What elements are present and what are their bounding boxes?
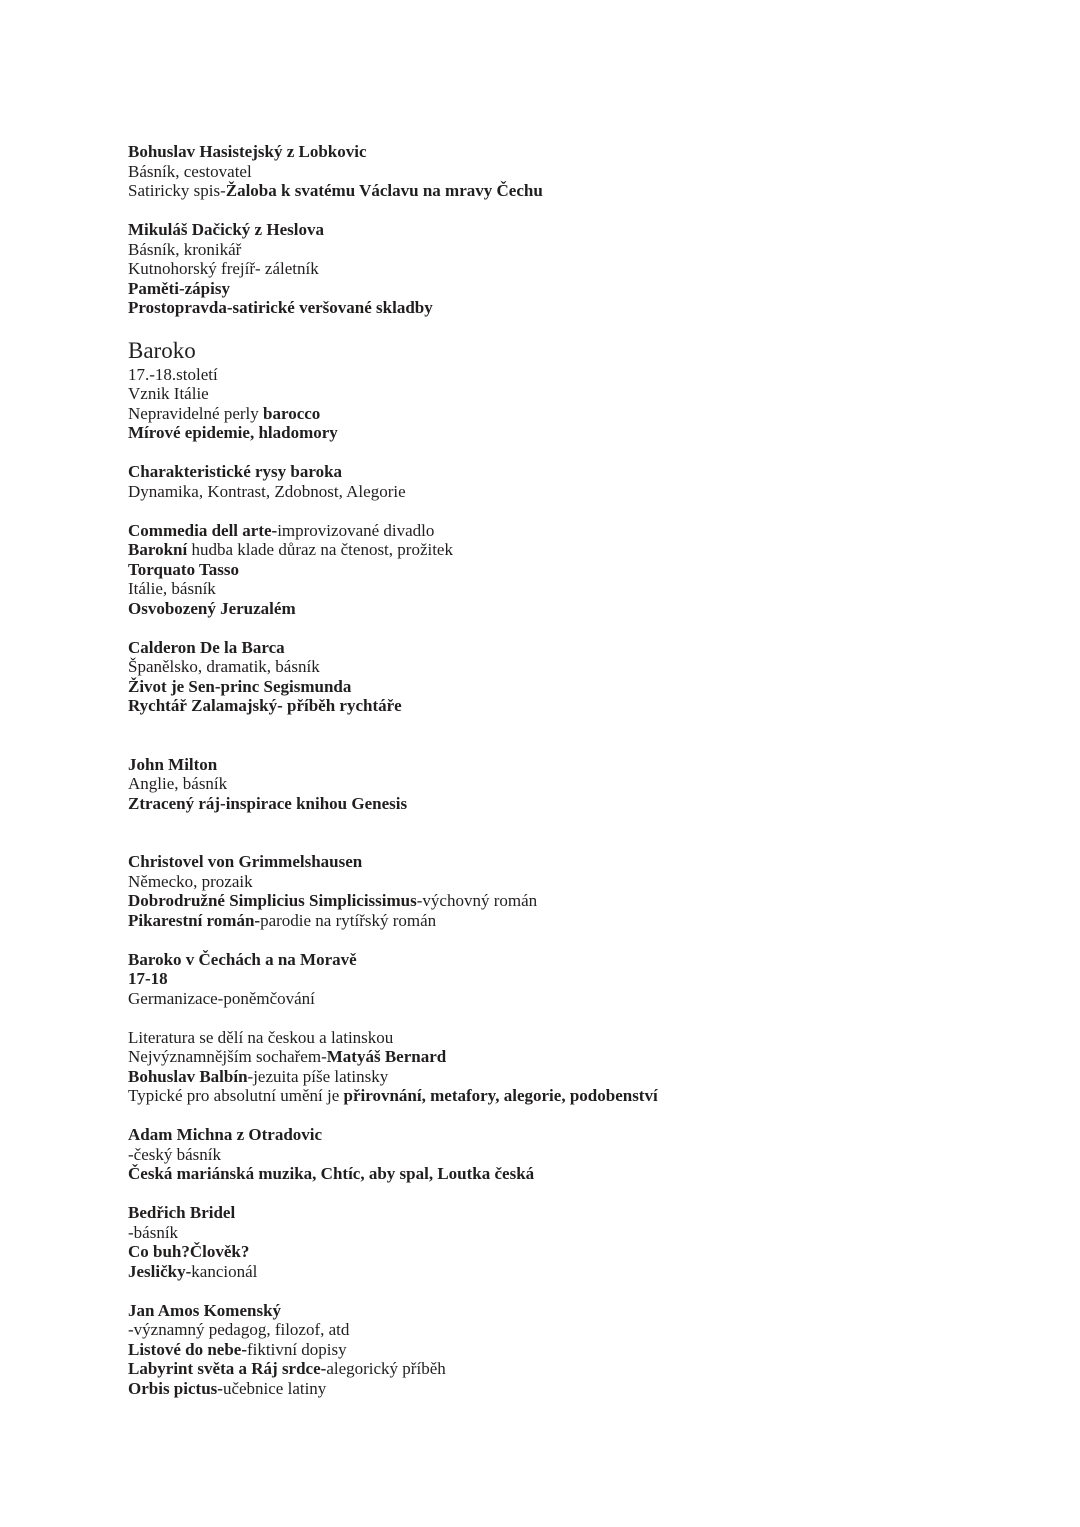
author-heading bbox=[128, 560, 980, 580]
note-line bbox=[128, 365, 980, 385]
note-line bbox=[128, 279, 980, 299]
bold-run: Pikarestní román- bbox=[128, 910, 261, 930]
bold-run: Calderon De la Barca bbox=[128, 637, 285, 657]
bold-run: Jesličky- bbox=[128, 1261, 192, 1281]
bold-run: Mikuláš Dačický z Heslova bbox=[128, 220, 324, 239]
section-charakteristicke-rysy-baroka bbox=[128, 462, 980, 501]
author-heading bbox=[128, 755, 980, 775]
note-line bbox=[128, 384, 980, 404]
text-run: -básník bbox=[128, 1222, 179, 1242]
bold-run: Mírové epidemie, hladomory bbox=[128, 423, 338, 442]
section-bedrich-bridel bbox=[128, 1203, 980, 1281]
bold-run: Bedřich Bridel bbox=[128, 1203, 236, 1222]
author-heading bbox=[128, 1203, 980, 1223]
text-run: Kutnohorský frejíř- záletník bbox=[128, 259, 319, 278]
note-line bbox=[128, 891, 980, 911]
bold-run: John Milton bbox=[128, 754, 218, 774]
section-baroko-v-cechach-a-na-morave bbox=[128, 950, 980, 1009]
section-christovel-von-grimmelshausen bbox=[128, 852, 980, 930]
note-line bbox=[128, 1223, 980, 1243]
bold-run: Bohuslav Hasistejský z Lobkovic bbox=[128, 142, 367, 161]
text-run: 17.-18.století bbox=[128, 364, 218, 384]
note-line bbox=[128, 657, 980, 677]
note-line bbox=[128, 1379, 980, 1399]
note-line bbox=[128, 911, 980, 931]
author-heading bbox=[128, 142, 980, 162]
section-mikulas-dacicky-z-heslova bbox=[128, 220, 980, 318]
bold-run: přirovnání, metafory, alegorie, podobenství bbox=[343, 1086, 658, 1105]
note-line bbox=[128, 1164, 980, 1184]
text-run: Básník, cestovatel bbox=[128, 161, 252, 181]
text-run: Literatura se dělí na českou a latinskou bbox=[128, 1027, 394, 1047]
bold-run: barocco bbox=[263, 403, 321, 423]
text-run: Typické pro absolutní umění je bbox=[128, 1086, 344, 1105]
text-run: -výchovný román bbox=[416, 891, 538, 910]
bold-run: Bohuslav Balbín bbox=[128, 1066, 248, 1086]
author-heading bbox=[128, 1301, 980, 1321]
text-run: hudba klade důraz na čtenost, prožitek bbox=[187, 540, 453, 559]
bold-run: Torquato Tasso bbox=[128, 559, 240, 579]
section-adam-michna-z-otradovic bbox=[128, 1125, 980, 1184]
bold-run: Matyáš Bernard bbox=[326, 1047, 447, 1066]
bold-run: Labyrint světa a Ráj srdce- bbox=[128, 1359, 327, 1378]
note-line bbox=[128, 1242, 980, 1262]
text-run: Itálie, básník bbox=[128, 579, 216, 598]
text-run: parodie na rytířský román bbox=[260, 910, 437, 930]
bold-run: Barokní bbox=[128, 540, 188, 559]
note-line bbox=[128, 1047, 980, 1067]
author-heading bbox=[128, 852, 980, 872]
note-line bbox=[128, 298, 980, 318]
text-run: -jezuita píše latinsky bbox=[247, 1066, 389, 1086]
note-line bbox=[128, 579, 980, 599]
note-line bbox=[128, 872, 980, 892]
note-line bbox=[128, 1067, 980, 1087]
note-line bbox=[128, 696, 980, 716]
bold-run: Rychtář Zalamajský- příběh rychtáře bbox=[128, 696, 402, 715]
bold-run: Christovel von Grimmelshausen bbox=[128, 852, 363, 871]
bold-run: Listové do nebe- bbox=[128, 1339, 247, 1359]
bold-run: Baroko v Čechách a na Moravě bbox=[128, 949, 357, 969]
author-heading bbox=[128, 220, 980, 240]
section-bohuslav-hasistejsky-z-lobkovic bbox=[128, 142, 980, 201]
note-line bbox=[128, 1320, 980, 1340]
bold-run: Jan Amos Komenský bbox=[128, 1300, 282, 1320]
section-literatura-ceska-a-latinska bbox=[128, 1028, 980, 1106]
bold-run: Prostopravda-satirické veršované skladby bbox=[128, 298, 433, 317]
bold-run: Česká mariánská muzika, Chtíc, aby spal, Loutka česká bbox=[128, 1164, 535, 1183]
text-run: Germanizace-poněmčování bbox=[128, 988, 315, 1008]
text-run: Německo, prozaik bbox=[128, 871, 253, 891]
note-line bbox=[128, 794, 980, 814]
note-line bbox=[128, 521, 980, 541]
note-line bbox=[128, 540, 980, 560]
bold-run: Život je Sen-princ Segismunda bbox=[128, 676, 352, 696]
note-line bbox=[128, 259, 980, 279]
note-line bbox=[128, 240, 980, 260]
bold-run: Paměti-zápisy bbox=[128, 278, 230, 298]
note-line bbox=[128, 1145, 980, 1165]
note-line bbox=[128, 969, 980, 989]
bold-run: Adam Michna z Otradovic bbox=[128, 1125, 323, 1144]
text-run: -český básník bbox=[128, 1144, 222, 1164]
bold-run: Ztracený ráj-inspirace knihou Genesis bbox=[128, 793, 408, 813]
text-run: -významný pedagog, filozof, atd bbox=[128, 1320, 350, 1339]
text-run: improvizované divadlo bbox=[277, 520, 435, 540]
bold-run: Orbis pictus- bbox=[128, 1378, 223, 1398]
text-run: učebnice latiny bbox=[222, 1378, 327, 1398]
note-line bbox=[128, 1262, 980, 1282]
note-line bbox=[128, 599, 980, 619]
section-title-baroko bbox=[128, 337, 980, 365]
note-line bbox=[128, 404, 980, 424]
note-line bbox=[128, 482, 980, 502]
note-line bbox=[128, 1340, 980, 1360]
text-run: Satiricky spis- bbox=[128, 181, 226, 200]
text-run: Básník, kronikář bbox=[128, 239, 242, 259]
bold-run: Co buh?Člověk? bbox=[128, 1242, 250, 1261]
text-run: Nejvýznamnějším sochařem- bbox=[128, 1047, 327, 1066]
note-line bbox=[128, 774, 980, 794]
note-line bbox=[128, 1086, 980, 1106]
note-line bbox=[128, 1359, 980, 1379]
text-run: Anglie, básník bbox=[128, 774, 228, 793]
author-heading bbox=[128, 1125, 980, 1145]
section-commedia-torquato-tasso bbox=[128, 521, 980, 619]
text-run: alegorický příběh bbox=[326, 1359, 446, 1378]
text-run: Baroko bbox=[128, 338, 196, 363]
note-line bbox=[128, 423, 980, 443]
bold-run: Dobrodružné Simplicius Simplicissimus bbox=[128, 891, 417, 910]
bold-run: Žaloba k svatému Václavu na mravy Čechu bbox=[225, 181, 543, 200]
text-run: Španělsko, dramatik, básník bbox=[128, 657, 320, 676]
text-run: Nepravidelné perly bbox=[128, 403, 263, 423]
section-calderon-de-la-barca bbox=[128, 638, 980, 716]
bold-run: Charakteristické rysy baroka bbox=[128, 462, 343, 481]
bold-run: Commedia dell arte- bbox=[128, 520, 278, 540]
section-baroko bbox=[128, 337, 980, 443]
note-line bbox=[128, 181, 980, 201]
document-content bbox=[128, 142, 980, 1398]
note-line bbox=[128, 677, 980, 697]
text-run: Vznik Itálie bbox=[128, 384, 209, 403]
bold-run: 17-18 bbox=[128, 969, 168, 988]
section-jan-amos-komensky bbox=[128, 1301, 980, 1399]
section-john-milton bbox=[128, 755, 980, 814]
text-run: fiktivní dopisy bbox=[247, 1339, 347, 1359]
note-line bbox=[128, 1028, 980, 1048]
text-run: Dynamika, Kontrast, Zdobnost, Alegorie bbox=[128, 481, 406, 501]
note-line bbox=[128, 162, 980, 182]
note-line bbox=[128, 989, 980, 1009]
bold-run: Osvobozený Jeruzalém bbox=[128, 598, 296, 618]
text-run: kancionál bbox=[191, 1261, 258, 1281]
subheading bbox=[128, 950, 980, 970]
subheading bbox=[128, 462, 980, 482]
author-heading bbox=[128, 638, 980, 658]
